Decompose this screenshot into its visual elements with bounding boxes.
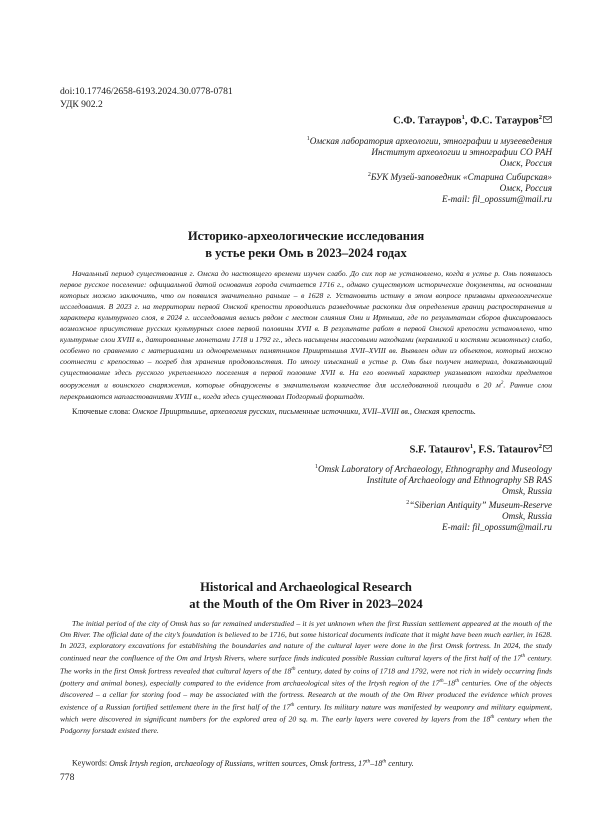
affiliations-en — [315, 462, 552, 533]
title-ru: Историко-археологические исследования в устье реки Омь в 2023–2024 годах — [187, 229, 425, 260]
affiliation-line: Omsk, Russia — [501, 510, 552, 521]
affiliation-line: $^2$“Siberian Antiquity” Museum-Reserve — [406, 499, 552, 510]
affiliation-line: Omsk, Russia — [501, 486, 552, 497]
email: E-mail: fil_opossum@mail.ru — [441, 522, 552, 533]
email: E-mail: fil_opossum@mail.ru — [441, 194, 552, 205]
affiliations-ru — [307, 134, 552, 205]
affiliation-line: Омск, Россия — [499, 182, 552, 193]
author-sup: 2 — [538, 443, 542, 450]
authors-ru: С.Ф. Татауров$^1$, Ф.С. Татауров$^2$ — [393, 114, 552, 127]
envelope-icon — [543, 444, 552, 455]
page-number: 778 — [60, 772, 75, 783]
author-name: S.F. Tataurov — [409, 444, 470, 456]
author-name: Ф.С. Татауров — [470, 115, 539, 127]
affiliation-line: Институт археологии и этнографии СО РАН — [371, 147, 552, 158]
title-en: Historical and Archaeological Research at the Mouth of the Om River in 2023–2024 — [189, 580, 423, 611]
abstract-en: The initial period of the city of Omsk has so far remained understudied – it is yet unknown when the first Russian settlement appeared at the mouth of the Om River. The official date of the city’s foundation is believed to be 1716, but some historical documents indicate that it might have been much earlier, in 1628. In 2023, exploratory excavations for establishing the boundaries and nature of the cultural layer were done in the first Omsk fortress. In 2024, the study continued near the confluence of the Om and Irtysh Rivers, where surface finds indicated possible Russian cultural layers of the first half of the 17th century. The works in the first Omsk fortress revealed that cultural layers of the 18th century, dated by coins of 1718 and 1792, were not rich in widely occurring finds (pottery and animal bones), especially compared to the evidence from archaeological sites of the Irtysh region of the 17th–18th centuries. One of the objects discovered – a cellar for storing food – may be associated with the fortress. Research at the mouth of the Om River produced the evidence which proves existence of a Russian fortified settlement there in the first half of the 17th century. Its military nature was manifested by weaponry and military equipment, which were discovered in significant numbers for the explored area of 20 sq. m. The early layers were covered by layers from the 18th century when the Podgorny forstadt existed there. — [60, 619, 552, 735]
affiliation-line: Institute of Archaeology and Ethnography SB RAS — [366, 475, 552, 486]
doi: doi:10.17746/2658-6193.2024.30.0778-0781 — [60, 86, 233, 97]
author-sup: 2 — [538, 114, 542, 121]
affiliation-line: Омск, Россия — [499, 158, 552, 169]
author-name: F.S. Tataurov — [478, 444, 539, 456]
affiliation-line: $^1$Omsk Laboratory of Archaeology, Ethnography and Museology — [314, 464, 552, 475]
author-sup: 1 — [461, 114, 465, 121]
keywords-en: Keywords: Omsk Irtysh region, archaeology of Russians, written sources, Omsk fortress, 17th–18th century. — [72, 758, 414, 768]
affiliation-line: $^2$БУК Музей-заповедник «Старина Сибирская» — [367, 171, 552, 182]
author-name: С.Ф. Татауров — [393, 115, 462, 127]
affiliation-line: $^1$Омская лаборатория археологии, этнографии и музееведения — [306, 136, 552, 147]
abstract-ru: Начальный период существования г. Омска до настоящего времени изучен слабо. До сих пор не установлено, когда в устье р. Омь появилось первое русское поселение: официальной датой основания города считается 1716 г., однако существуют исторические документы, на основании которых можно заключить, что он появился значительно раньше – в 1628 г. Установить истину в этом вопросе призваны археологические исследования. В 2023 г. на территории первой Омской крепости проводились разведочные раскопки для определения границ распространения и характера культурного слоя, в 2024 г. исследования велись рядом с местом слияния Оми и Иртыша, где по результатам сборов фиксировалось возможное присутствие русских культурных слоев первой половины XVII в. В результате работ в первой Омской крепости установлено, что культурные слои XVIII в., датированные монетами 1718 и 1792 гг., здесь насыщены массовыми находками (керамикой и костями животных) слабо, особенно по сравнению с материалами из одновременных памятников Прииртышья XVII–XVIII вв. Выявлен один из объектов, который можно соотнести с крепостью – погреб для хранения продовольствия. По итогу изысканий в устье р. Омь был получен материал, доказывающий существование здесь русского укрепленного поселения в первой половине XVII в. На его военный характер указывают находки предметов вооружения и воинского снаряжения, которые обнаружены в значительном количестве для исследованной площади в 20 $м^2$. Ранние слои перекрываются напластованиями XVIII в., когда здесь существовал Подгорный форштадт. — [60, 269, 552, 401]
keywords-ru: Ключевые слова: Омское Прииртышье, археология русских, письменные источники, XVII–XVIII вв., Омская крепость. — [72, 407, 476, 416]
envelope-icon — [543, 115, 552, 126]
udk: УДК 902.2 — [60, 99, 103, 110]
authors-en: S.F. Tataurov$^1$, F.S. Tataurov$^2$ — [409, 443, 552, 456]
author-sup: 1 — [469, 443, 474, 450]
